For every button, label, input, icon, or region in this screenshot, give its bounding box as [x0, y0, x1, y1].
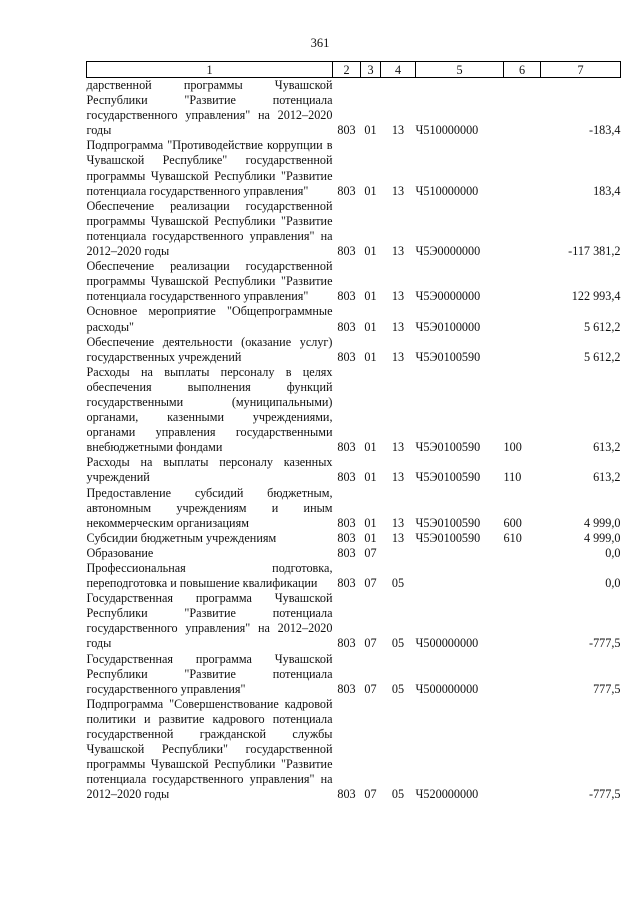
row-expense: [504, 304, 541, 334]
row-subsection: [381, 546, 416, 561]
row-expense: 600: [503, 515, 522, 530]
row-amount: 183,4: [593, 183, 621, 198]
table-row: [87, 591, 621, 651]
row-expense: [504, 591, 541, 651]
table-row: [87, 259, 621, 304]
table-row: [87, 138, 621, 198]
row-amount: 122 993,4: [571, 289, 621, 304]
row-section: 01: [364, 183, 377, 198]
header-row: [87, 62, 621, 78]
table-row: [87, 455, 621, 485]
row-ministry: 803: [337, 636, 356, 651]
row-ministry: 803: [337, 681, 356, 696]
row-section: 01: [364, 470, 377, 485]
row-name: Образование: [86, 545, 154, 560]
row-ministry: 803: [337, 244, 356, 259]
row-subsection: 13: [391, 123, 405, 138]
row-subsection: 13: [391, 515, 405, 530]
row-section: 01: [364, 440, 377, 455]
row-expense: [504, 138, 541, 198]
table-row: [87, 531, 621, 546]
row-subsection: 13: [391, 244, 405, 259]
row-ministry: 803: [337, 289, 356, 304]
row-expense: [504, 546, 541, 561]
table-row: [87, 78, 621, 139]
row-amount: 5 612,2: [583, 349, 621, 364]
row-subsection: 13: [391, 289, 405, 304]
row-amount: -777,5: [589, 787, 621, 802]
row-name: Профессиональная подготовка, переподготовка и повышение квалификации: [86, 561, 333, 591]
row-subsection: 13: [391, 349, 405, 364]
row-amount: -183,4: [589, 123, 621, 138]
row-ministry: 803: [337, 545, 356, 560]
row-amount: 4 999,0: [583, 515, 621, 530]
header-cell-name: 1: [87, 62, 333, 78]
row-section: 07: [364, 576, 377, 591]
header-cell-subsection: 4: [381, 62, 416, 78]
row-section: 07: [364, 787, 377, 802]
row-target: Ч5Э0100590: [415, 349, 481, 364]
row-name: Обеспечение реализации государственной программы Чувашской Республики "Развитие потенциала государственного управления" на 2012–2020 годы: [86, 198, 333, 259]
header-cell-target: 5: [416, 62, 504, 78]
row-section: 07: [364, 545, 377, 560]
row-ministry: 803: [337, 440, 356, 455]
table-row: [87, 486, 621, 531]
row-ministry: 803: [337, 576, 356, 591]
row-amount: -117 381,2: [568, 244, 621, 259]
table-row: [87, 697, 621, 803]
row-amount: 5 612,2: [583, 319, 621, 334]
row-subsection: 05: [391, 681, 405, 696]
row-expense: 100: [503, 440, 522, 455]
row-target: [416, 546, 504, 561]
row-name: Обеспечение деятельности (оказание услуг) государственных учреждений: [86, 334, 333, 364]
table-row: [87, 561, 621, 591]
header-cell-expense: 6: [504, 62, 541, 78]
row-name: Подпрограмма "Противодействие коррупции в Чувашской Республике" государственной программы Чувашской Республики "Развитие потенциала государственного управления": [86, 138, 333, 198]
page-number: 361: [310, 36, 330, 50]
row-expense: [504, 199, 541, 259]
row-subsection: 13: [391, 183, 405, 198]
row-section: 01: [364, 289, 377, 304]
row-target: Ч5Э0100590: [415, 530, 481, 545]
row-subsection: 13: [391, 319, 405, 334]
row-name: Подпрограмма "Совершенствование кадровой политики и развитие кадрового потенциала государственной гражданской службы Чувашской Республики" государственной программы Чувашской Республики "Развитие потенциала государственного управления" на 2012–2020 годы: [86, 696, 333, 802]
row-ministry: 803: [337, 515, 356, 530]
row-ministry: 803: [337, 319, 356, 334]
row-section: 01: [364, 319, 377, 334]
row-ministry: 803: [337, 470, 356, 485]
header-cell-amount: 7: [541, 62, 621, 78]
row-target: Ч5Э0100590: [415, 440, 481, 455]
row-expense: [504, 697, 541, 803]
row-name: Государственная программа Чувашской Республики "Развитие потенциала государственного управления": [86, 651, 333, 696]
row-amount: 613,2: [593, 440, 621, 455]
row-subsection: 05: [391, 636, 405, 651]
row-section: 01: [364, 244, 377, 259]
row-ministry: 803: [337, 787, 356, 802]
row-ministry: 803: [337, 349, 356, 364]
row-section: 01: [364, 530, 377, 545]
row-target: Ч5Э0100000: [415, 319, 481, 334]
row-ministry: 803: [337, 183, 356, 198]
row-expense: 610: [503, 530, 522, 545]
row-expense: [504, 652, 541, 697]
row-target: Ч510000000: [415, 183, 479, 198]
table-row: [87, 546, 621, 561]
row-expense: [504, 335, 541, 365]
header-cell-section: 3: [361, 62, 381, 78]
row-expense: [504, 561, 541, 591]
row-expense: [504, 259, 541, 304]
row-subsection: 13: [391, 470, 405, 485]
row-name: Обеспечение реализации государственной программы Чувашской Республики "Развитие потенциала государственного управления": [86, 259, 333, 304]
row-section: 01: [364, 515, 377, 530]
table-row: [87, 652, 621, 697]
row-subsection: 05: [391, 576, 405, 591]
table-row: [87, 304, 621, 334]
row-target: [416, 561, 504, 591]
table-row: [87, 335, 621, 365]
row-target: Ч500000000: [415, 681, 479, 696]
row-target: Ч520000000: [415, 787, 479, 802]
row-target: Ч5Э0000000: [415, 244, 481, 259]
table-row: [87, 199, 621, 259]
budget-table: [86, 61, 621, 803]
row-section: 01: [364, 349, 377, 364]
header-cell-ministry: 2: [333, 62, 361, 78]
row-ministry: 803: [337, 123, 356, 138]
row-expense: 110: [503, 470, 522, 485]
row-name: Субсидии бюджетным учреждениям: [86, 530, 277, 545]
row-amount: 0,0: [605, 545, 621, 560]
row-section: 07: [364, 681, 377, 696]
row-amount: 0,0: [605, 576, 621, 591]
row-name: Государственная программа Чувашской Республики "Развитие потенциала государственного управления" на 2012–2020 годы: [86, 591, 333, 651]
row-name: Расходы на выплаты персоналу казенных учреждений: [86, 455, 333, 485]
row-section: 01: [364, 123, 377, 138]
row-amount: -777,5: [589, 636, 621, 651]
row-section: 07: [364, 636, 377, 651]
row-subsection: 13: [391, 530, 405, 545]
row-name: Расходы на выплаты персоналу в целях обеспечения выполнения функций государственными (муниципальными) органами, казенными учреждениями, органами управления государственными внебюджетными фондами: [86, 364, 333, 455]
row-ministry: 803: [337, 530, 356, 545]
row-target: Ч5Э0000000: [415, 289, 481, 304]
row-name: Предоставление субсидий бюджетным, автономным учреждениям и иным некоммерческим организациям: [86, 485, 333, 530]
row-amount: 777,5: [593, 681, 621, 696]
row-subsection: 05: [391, 787, 405, 802]
row-expense: [504, 78, 541, 139]
row-name: Основное мероприятие "Общепрограммные расходы": [86, 304, 333, 334]
row-amount: 613,2: [593, 470, 621, 485]
row-target: Ч5Э0100590: [415, 470, 481, 485]
row-amount: 4 999,0: [583, 530, 621, 545]
row-target: Ч510000000: [415, 123, 479, 138]
table-row: [87, 365, 621, 456]
row-name: дарственной программы Чувашской Республики "Развитие потенциала государственного управления" на 2012–2020 годы: [86, 78, 333, 138]
row-subsection: 13: [391, 440, 405, 455]
row-target: Ч500000000: [415, 636, 479, 651]
row-target: Ч5Э0100590: [415, 515, 481, 530]
